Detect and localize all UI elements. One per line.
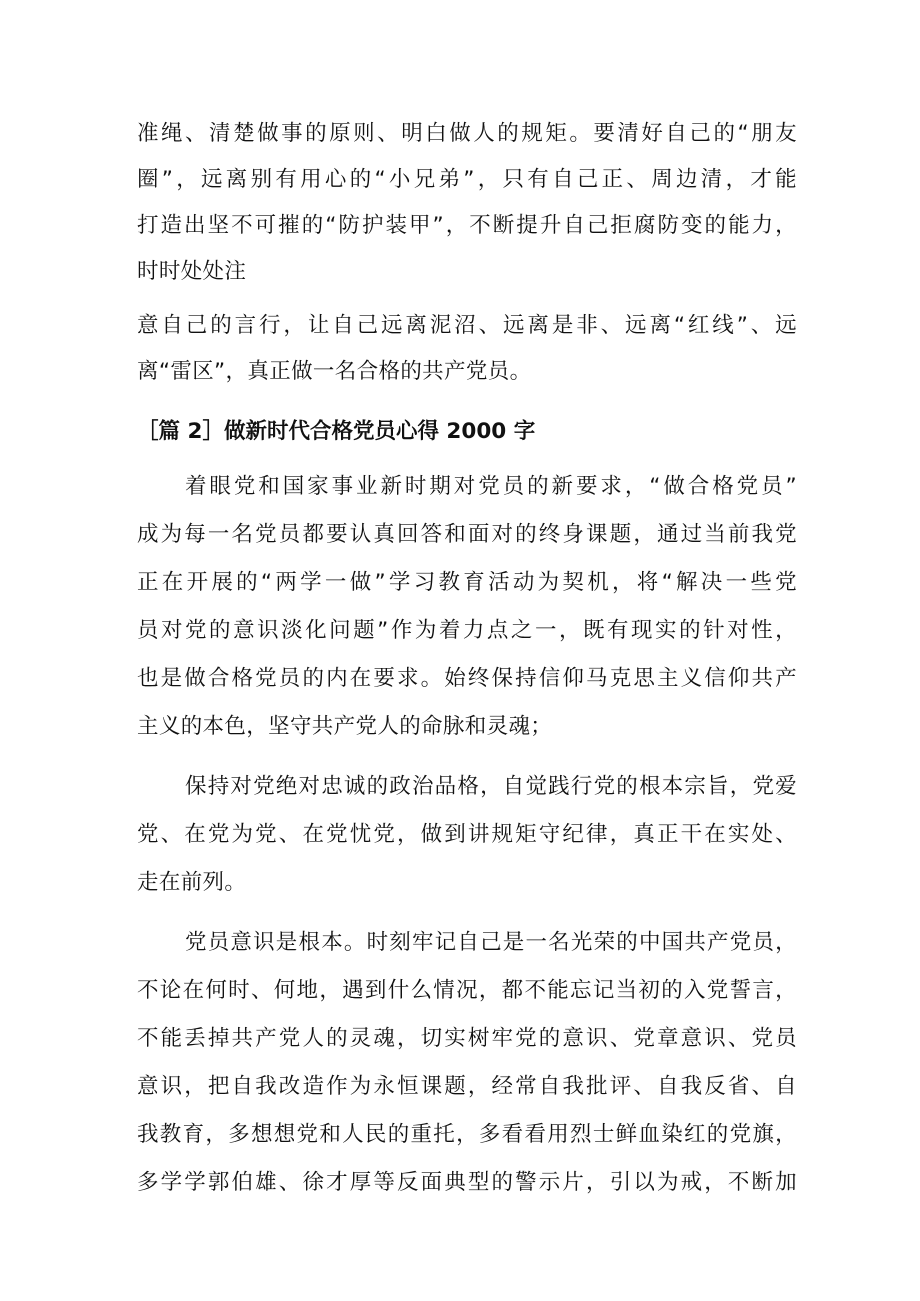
text-line: 多学学郭伯雄、徐才厚等反面典型的警示片，引以为戒，不断加	[137, 1170, 797, 1195]
text-line: 也是做合格党员的内在要求。始终保持信仰马克思主义信仰共产	[137, 666, 797, 691]
text-line: 离“雷区”，真正做一名合格的共产党员。	[137, 359, 532, 384]
text-line: 不能丢掉共产党人的灵魂，切实树牢党的意识、党章意识、党员	[137, 1026, 797, 1051]
text-line: 打造出坚不可摧的“防护装甲”，不断提升自己拒腐防变的能力，	[137, 213, 797, 238]
text-line: 不论在何时、何地，遇到什么情况，都不能忘记当初的入党誓言，	[137, 978, 797, 1003]
text-line: 党、在党为党、在党忧党，做到讲规矩守纪律，真正干在实处、	[137, 822, 797, 847]
section-heading: ［篇 2］做新时代合格党员心得 2000 字	[137, 419, 536, 444]
text-line: 准绳、清楚做事的原则、明白做人的规矩。要清好自己的“朋友	[137, 121, 797, 146]
text-line: 意识，把自我改造作为永恒课题，经常自我批评、自我反省、自	[137, 1074, 797, 1099]
text-line: 我教育，多想想党和人民的重托，多看看用烈士鲜血染红的党旗，	[137, 1122, 797, 1147]
text-line: 成为每一名党员都要认真回答和面对的终身课题，通过当前我党	[137, 522, 797, 547]
text-line: 圈”，远离别有用心的“小兄弟”，只有自己正、周边清，才能	[137, 167, 797, 192]
text-line: 意自己的言行，让自己远离泥沼、远离是非、远离“红线”、远	[137, 313, 797, 338]
text-line: 员对党的意识淡化问题”作为着力点之一，既有现实的针对性，	[137, 618, 797, 643]
text-line: 时时处处注	[137, 259, 247, 284]
text-line: 着眼党和国家事业新时期对党员的新要求，“做合格党员”	[185, 474, 797, 499]
text-line: 走在前列。	[137, 870, 247, 895]
text-line: 正在开展的“两学一做”学习教育活动为契机，将“解决一些党	[137, 570, 797, 595]
text-line: 主义的本色，坚守共产党人的命脉和灵魂；	[137, 714, 553, 739]
text-line: 保持对党绝对忠诚的政治品格，自觉践行党的根本宗旨，党爱	[185, 774, 797, 799]
text-line: 党员意识是根本。时刻牢记自己是一名光荣的中国共产党员，	[185, 930, 797, 955]
